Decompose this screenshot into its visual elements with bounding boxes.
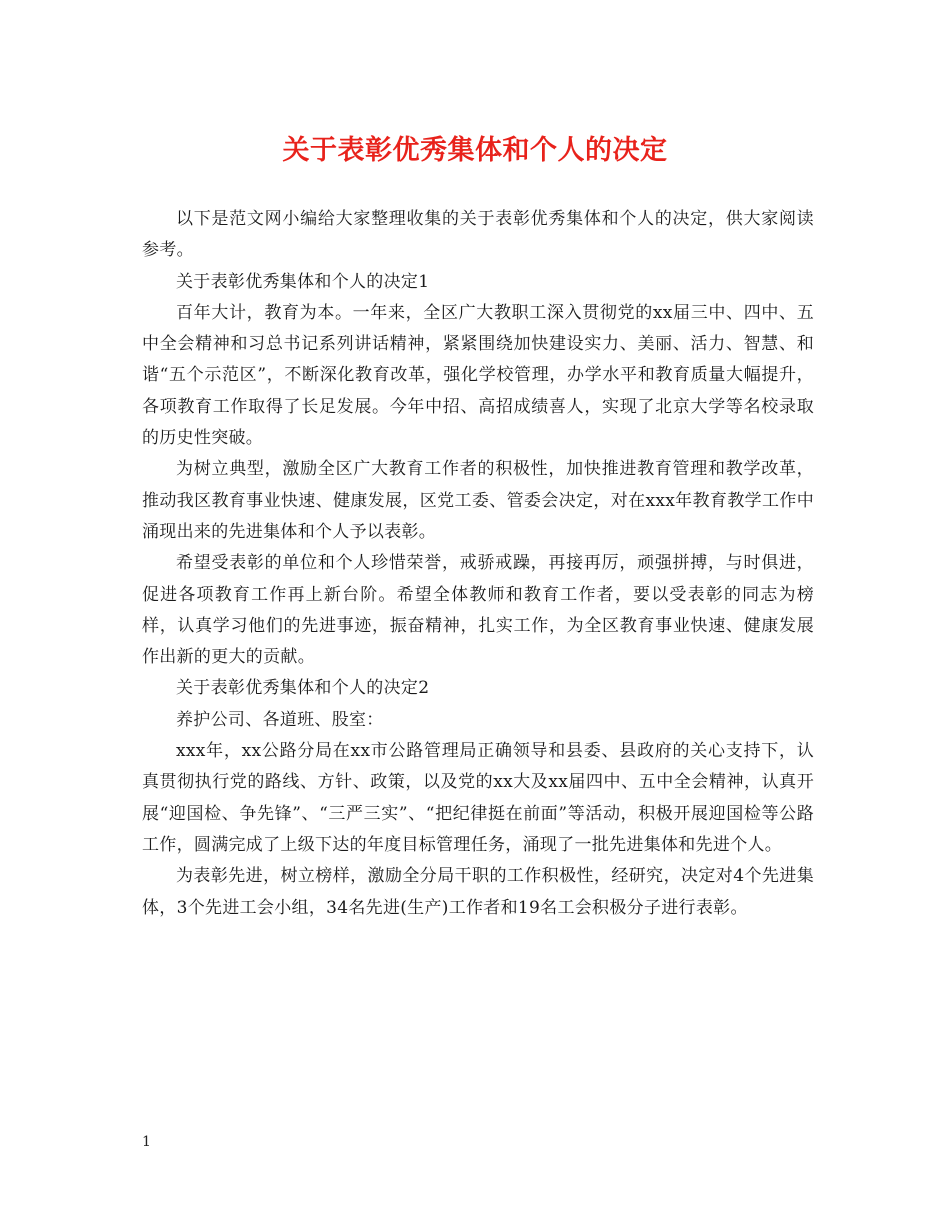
paragraph: xxx年，xx公路分局在xx市公路管理局正确领导和县委、县政府的关心支持下，认真贯彻执行党的路线、方针、政策，以及党的xx大及xx届四中、五中全会精神，认真开展“迎国检、争先锋”、“三严三实”、“把纪律挺在前面”等活动，积极开展迎国检等公路工作，圆满完成了上级下达的年度目标管理任务，涌现了一批先进集体和先进个人。 (142, 741, 814, 855)
document-title: 关于表彰优秀集体和个人的决定 (282, 135, 668, 166)
paragraph: 希望受表彰的单位和个人珍惜荣誉，戒骄戒躁，再接再厉，顽强拼搏，与时俱进，促进各项教育工作再上新台阶。希望全体教师和教育工作者，要以受表彰的同志为榜样，认真学习他们的先进事迹，振奋精神，扎实工作，为全区教育事业快速、健康发展作出新的更大的贡献。 (142, 553, 814, 668)
section-heading-1: 关于表彰优秀集体和个人的决定1 (176, 271, 430, 292)
paragraph: 为表彰先进，树立榜样，激励全分局干职的工作积极性，经研究，决定对4个先进集体，3个先进工会小组，34名先进(生产)工作者和19名工会积极分子进行表彰。 (142, 866, 814, 918)
paragraph: 百年大计，教育为本。一年来，全区广大教职工深入贯彻党的xx届三中、四中、五中全会精神和习总书记系列讲话精神，紧紧围绕加快建设实力、美丽、活力、智慧、和谐“五个示范区”，不断深化教育改革，强化学校管理，办学水平和教育质量大幅提升，各项教育工作取得了长足发展。今年中招、高招成绩喜人，实现了北京大学等名校录取的历史性突破。 (142, 302, 814, 449)
paragraph-intro: 以下是范文网小编给大家整理收集的关于表彰优秀集体和个人的决定，供大家阅读参考。 (142, 209, 814, 261)
page-number: 1 (142, 1134, 151, 1150)
salutation: 养护公司、各道班、股室： (176, 709, 384, 730)
document-body (142, 204, 814, 924)
section-heading-2: 关于表彰优秀集体和个人的决定2 (176, 678, 430, 699)
paragraph: 为树立典型，激励全区广大教育工作者的积极性，加快推进教育管理和教学改革，推动我区教育事业快速、健康发展，区党工委、管委会决定，对在xxx年教育教学工作中涌现出来的先进集体和个人予以表彰。 (142, 459, 814, 542)
